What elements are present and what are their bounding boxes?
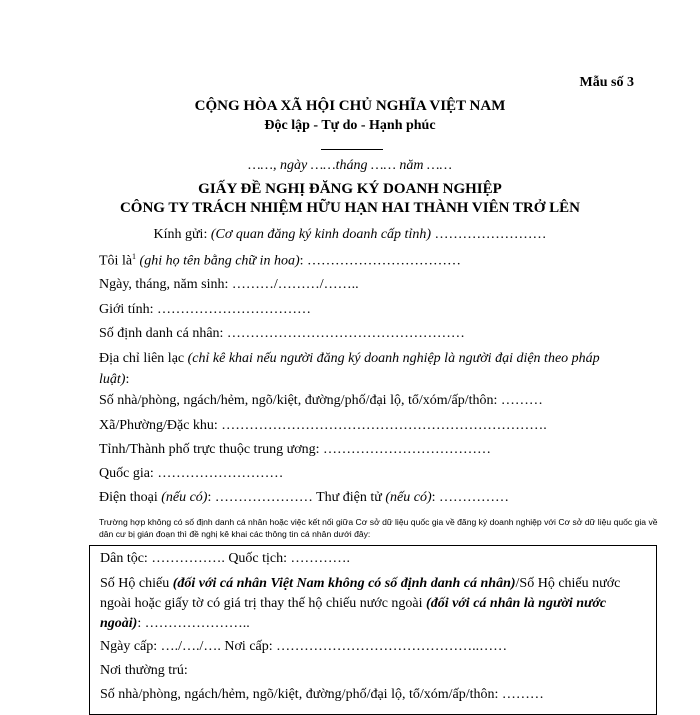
instruction-note: Trường hợp không có số định danh cá nhân hoặc việc kết nối giữa Cơ sở dữ liệu quốc gia về đăng ký doanh nghiệp với Cơ sở dữ liệu quốc gia về dân cư bị gián đoạn thì đề nghị kê khai các thông tin cá nhân dưới đây: — [99, 517, 658, 539]
field-passport — [100, 574, 645, 634]
form-number: Mẫu số 3 — [579, 75, 634, 90]
passport-hint-vn: (đối với cá nhân Việt Nam không có số định danh cá nhân) — [172, 576, 516, 591]
field-ward: Xã/Phường/Đặc khu: ……………………………………………………………. — [99, 418, 547, 433]
field-phone-email — [99, 490, 509, 506]
email-dots: : …………… — [431, 490, 510, 505]
passport-label: Số Hộ chiếu — [100, 576, 173, 591]
field-street: Số nhà/phòng, ngách/hẻm, ngõ/kiệt, đường/phố/đại lộ, tổ/xóm/ấp/thôn: ……… — [99, 393, 543, 408]
email-hint: (nếu có) — [385, 490, 432, 505]
field-gender: Giới tính: …………………………… — [99, 302, 311, 317]
national-title: CỘNG HÒA XÃ HỘI CHỦ NGHĨA VIỆT NAM — [194, 98, 506, 114]
phone-label: Điện thoại — [99, 490, 162, 505]
document-title: GIẤY ĐỀ NGHỊ ĐĂNG KÝ DOANH NGHIỆP — [198, 181, 502, 197]
national-motto: Độc lập - Tự do - Hạnh phúc — [264, 118, 436, 133]
document-subtitle: CÔNG TY TRÁCH NHIỆM HỮU HẠN HAI THÀNH VIÊN TRỞ LÊN — [119, 200, 581, 216]
field-issue-date-place: Ngày cấp: …./…./…. Nơi cấp: ……………………………………..…… — [100, 639, 508, 654]
footnote-marker: 1 — [132, 252, 137, 261]
contact-hint: (chỉ kê khai nếu người đăng ký doanh nghiệp là người đại diện theo pháp luật) — [99, 351, 600, 387]
passport-hint-foreign: (đối với cá nhân là người nước ngoài) — [100, 596, 607, 631]
passport-label-foreign: /Số Hộ chiếu nước ngoài hoặc giấy tờ có giá trị thay thế hộ chiếu nước ngoài — [100, 576, 621, 611]
field-country: Quốc gia: ……………………… — [99, 466, 284, 481]
addressee-label: Kính gửi: — [153, 227, 211, 242]
field-date-of-birth: Ngày, tháng, năm sinh: ………/………/…….. — [99, 277, 359, 292]
contact-label: Địa chỉ liên lạc — [99, 351, 188, 366]
addressee-line — [0, 227, 700, 243]
motto-underline — [0, 137, 700, 155]
field-id-number: Số định danh cá nhân: …………………………………………… — [99, 326, 465, 341]
date-line: ……, ngày ……tháng …… năm …… — [248, 158, 452, 173]
passport-dots: : ………………….. — [137, 616, 250, 631]
field-province: Tỉnh/Thành phố trực thuộc trung ương: ……………………………… — [99, 442, 491, 457]
personal-info-box — [89, 545, 657, 715]
full-name-dots: : …………………………… — [299, 253, 461, 269]
addressee-dots: …………………… — [431, 227, 547, 242]
full-name-label: Tôi là — [99, 253, 133, 269]
addressee-value: (Cơ quan đăng ký kinh doanh cấp tỉnh) — [210, 227, 432, 242]
contact-colon: : — [125, 372, 130, 387]
field-ethnicity-nationality: Dân tộc: ……………. Quốc tịch: …………. — [100, 551, 351, 566]
field-full-name — [99, 252, 461, 270]
field-contact-address — [99, 348, 629, 390]
phone-hint: (nếu có) — [161, 490, 208, 505]
email-label: Thư điện tử — [316, 490, 386, 505]
field-residence-street: Số nhà/phòng, ngách/hẻm, ngõ/kiệt, đường/phố/đại lộ, tổ/xóm/ấp/thôn: ……… — [100, 687, 544, 702]
phone-dots: : ………………… — [207, 490, 317, 505]
field-permanent-residence: Nơi thường trú: — [100, 663, 188, 678]
full-name-hint: (ghi họ tên bằng chữ in hoa) — [139, 253, 300, 269]
